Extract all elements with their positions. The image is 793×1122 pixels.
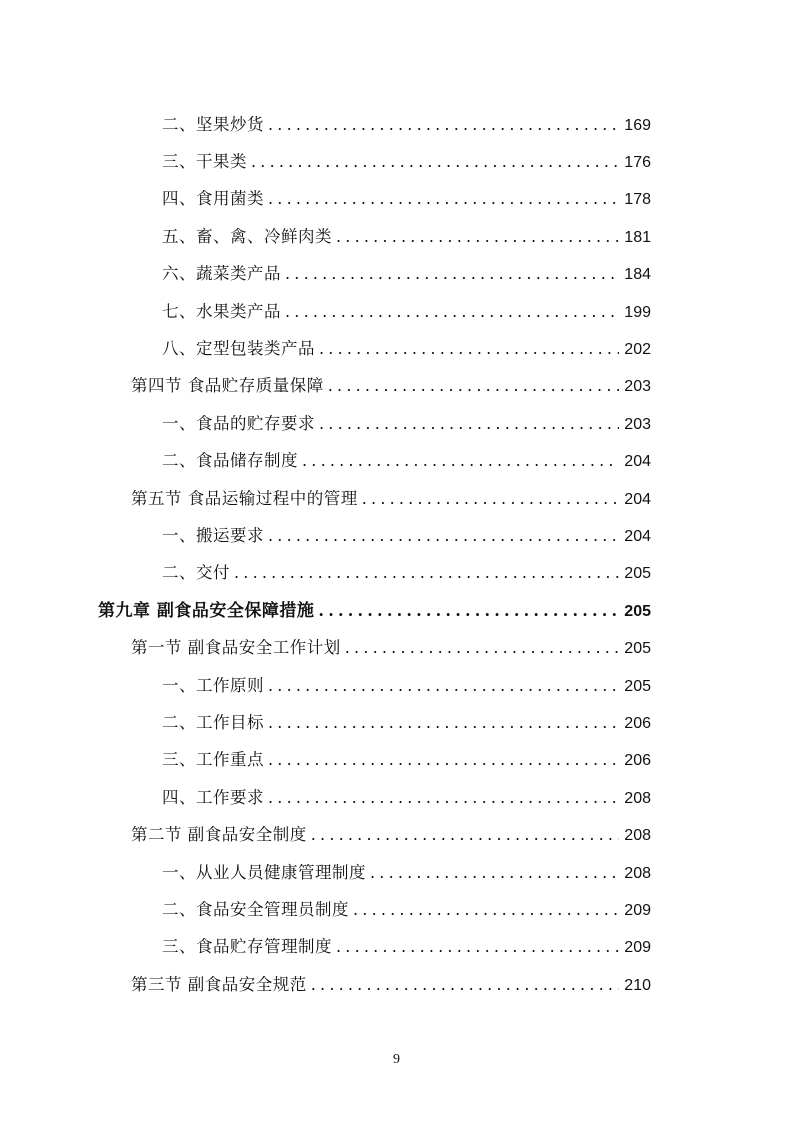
toc-subsection-entry[interactable]	[0, 777, 793, 814]
dot-leader	[328, 376, 619, 396]
toc-entry-title: 一、工作原则	[162, 675, 264, 695]
toc-entry-line	[0, 859, 793, 883]
dot-leader	[268, 526, 619, 546]
dot-leader	[234, 563, 619, 583]
toc-entry-line	[0, 559, 793, 583]
toc-entry-line	[0, 298, 793, 322]
toc-entry-line	[0, 485, 793, 509]
toc-subsection-entry[interactable]	[0, 328, 793, 365]
toc-entry-line	[0, 784, 793, 808]
toc-entry-line	[0, 672, 793, 696]
toc-entry-title: 二、食品储存制度	[162, 451, 298, 471]
toc-entry-page: 208	[624, 864, 651, 882]
toc-entry-title: 三、食品贮存管理制度	[162, 937, 332, 957]
toc-entry-title: 第九章 副食品安全保障措施	[98, 601, 315, 622]
dot-leader	[353, 900, 619, 920]
toc-entry-title: 一、食品的贮存要求	[162, 413, 315, 433]
dot-leader	[319, 414, 619, 434]
toc-entry-page: 204	[624, 490, 651, 508]
toc-entry-title: 二、工作目标	[162, 712, 264, 732]
dot-leader	[362, 489, 619, 509]
toc-entry-title: 第二节 副食品安全制度	[131, 825, 307, 845]
page-number: 9	[393, 1052, 400, 1067]
toc-entry-line	[0, 447, 793, 471]
toc-entry-page: 205	[624, 565, 651, 583]
toc-subsection-entry[interactable]	[0, 141, 793, 178]
toc-entry-page: 176	[624, 154, 651, 172]
toc-entry-title: 四、工作要求	[162, 787, 264, 807]
toc-entry-page: 205	[624, 677, 651, 695]
toc-entry-page: 208	[624, 827, 651, 845]
toc-entry-title: 一、从业人员健康管理制度	[162, 862, 366, 882]
toc-section-entry[interactable]	[0, 627, 793, 664]
toc-entry-line	[0, 896, 793, 920]
toc-entry-title: 八、定型包装类产品	[162, 339, 315, 359]
toc-entry-line	[0, 522, 793, 546]
toc-entry-title: 三、工作重点	[162, 750, 264, 770]
toc-subsection-entry[interactable]	[0, 254, 793, 291]
toc-entry-page: 203	[624, 378, 651, 396]
toc-entry-page: 208	[624, 789, 651, 807]
toc-entry-title: 第三节 副食品安全规范	[131, 974, 307, 994]
toc-entry-title: 二、坚果炒货	[162, 114, 264, 134]
dot-leader	[311, 975, 619, 995]
toc-subsection-entry[interactable]	[0, 702, 793, 739]
toc-entry-line	[0, 746, 793, 770]
toc-subsection-entry[interactable]	[0, 852, 793, 889]
dot-leader	[268, 115, 619, 135]
dot-leader	[345, 638, 619, 658]
dot-leader	[268, 189, 619, 209]
toc-entry-page: 209	[624, 939, 651, 957]
toc-entry-line	[0, 111, 793, 135]
toc-entry-page: 203	[624, 415, 651, 433]
toc-entry-page: 205	[624, 603, 651, 621]
dot-leader	[268, 788, 619, 808]
toc-entry-line	[0, 596, 793, 621]
toc-entry-line	[0, 821, 793, 845]
toc-section-entry[interactable]	[0, 478, 793, 515]
toc-section-entry[interactable]	[0, 814, 793, 851]
dot-leader	[336, 227, 619, 247]
toc-entry-page: 178	[624, 191, 651, 209]
toc-section-entry[interactable]	[0, 964, 793, 1001]
toc-entry-line	[0, 335, 793, 359]
dot-leader	[251, 152, 619, 172]
toc-entry-page: 204	[624, 527, 651, 545]
toc-subsection-entry[interactable]	[0, 291, 793, 328]
toc-subsection-entry[interactable]	[0, 403, 793, 440]
toc-entry-page: 206	[624, 752, 651, 770]
toc-entry-line	[0, 709, 793, 733]
toc-entry-page: 184	[624, 266, 651, 284]
toc-chapter-entry[interactable]	[0, 590, 793, 627]
toc-entry-page: 210	[624, 976, 651, 994]
toc-entry-page: 204	[624, 453, 651, 471]
toc-entry-title: 第一节 副食品安全工作计划	[131, 638, 341, 658]
toc-entry-page: 181	[624, 228, 651, 246]
toc-entry-title: 五、畜、禽、冷鲜肉类	[162, 226, 332, 246]
dot-leader	[319, 339, 619, 359]
toc-entry-line	[0, 223, 793, 247]
dot-leader	[268, 750, 619, 770]
dot-leader	[268, 713, 619, 733]
toc-entry-line	[0, 372, 793, 396]
toc-entry-line	[0, 148, 793, 172]
toc-subsection-entry[interactable]	[0, 553, 793, 590]
dot-leader	[285, 264, 619, 284]
toc-entry-page: 206	[624, 714, 651, 732]
toc-entry-line	[0, 933, 793, 957]
toc-entry-title: 二、交付	[162, 563, 230, 583]
dot-leader	[336, 937, 619, 957]
toc-entry-line	[0, 260, 793, 284]
toc-entry-page: 199	[624, 303, 651, 321]
toc-subsection-entry[interactable]	[0, 889, 793, 926]
toc-entry-page: 209	[624, 901, 651, 919]
toc-entry-line	[0, 410, 793, 434]
toc-subsection-entry[interactable]	[0, 515, 793, 552]
toc-subsection-entry[interactable]	[0, 104, 793, 141]
toc-entry-line	[0, 971, 793, 995]
table-of-contents	[0, 104, 793, 1001]
dot-leader	[311, 825, 619, 845]
dot-leader	[285, 302, 619, 322]
dot-leader	[318, 601, 619, 621]
toc-entry-title: 一、搬运要求	[162, 525, 264, 545]
toc-entry-line	[0, 634, 793, 658]
toc-entry-title: 第五节 食品运输过程中的管理	[131, 488, 358, 508]
toc-section-entry[interactable]	[0, 366, 793, 403]
toc-entry-page: 202	[624, 341, 651, 359]
toc-subsection-entry[interactable]	[0, 179, 793, 216]
toc-entry-line	[0, 185, 793, 209]
toc-entry-title: 二、食品安全管理员制度	[162, 899, 349, 919]
toc-subsection-entry[interactable]	[0, 216, 793, 253]
toc-entry-title: 第四节 食品贮存质量保障	[131, 376, 324, 396]
toc-subsection-entry[interactable]	[0, 665, 793, 702]
toc-entry-title: 四、食用菌类	[162, 189, 264, 209]
toc-entry-title: 七、水果类产品	[162, 301, 281, 321]
toc-entry-title: 六、蔬菜类产品	[162, 264, 281, 284]
dot-leader	[370, 863, 619, 883]
toc-entry-page: 205	[624, 640, 651, 658]
dot-leader	[268, 676, 619, 696]
dot-leader	[302, 451, 619, 471]
toc-entry-title: 三、干果类	[162, 152, 247, 172]
toc-subsection-entry[interactable]	[0, 441, 793, 478]
toc-entry-page: 169	[624, 116, 651, 134]
toc-subsection-entry[interactable]	[0, 740, 793, 777]
toc-subsection-entry[interactable]	[0, 927, 793, 964]
